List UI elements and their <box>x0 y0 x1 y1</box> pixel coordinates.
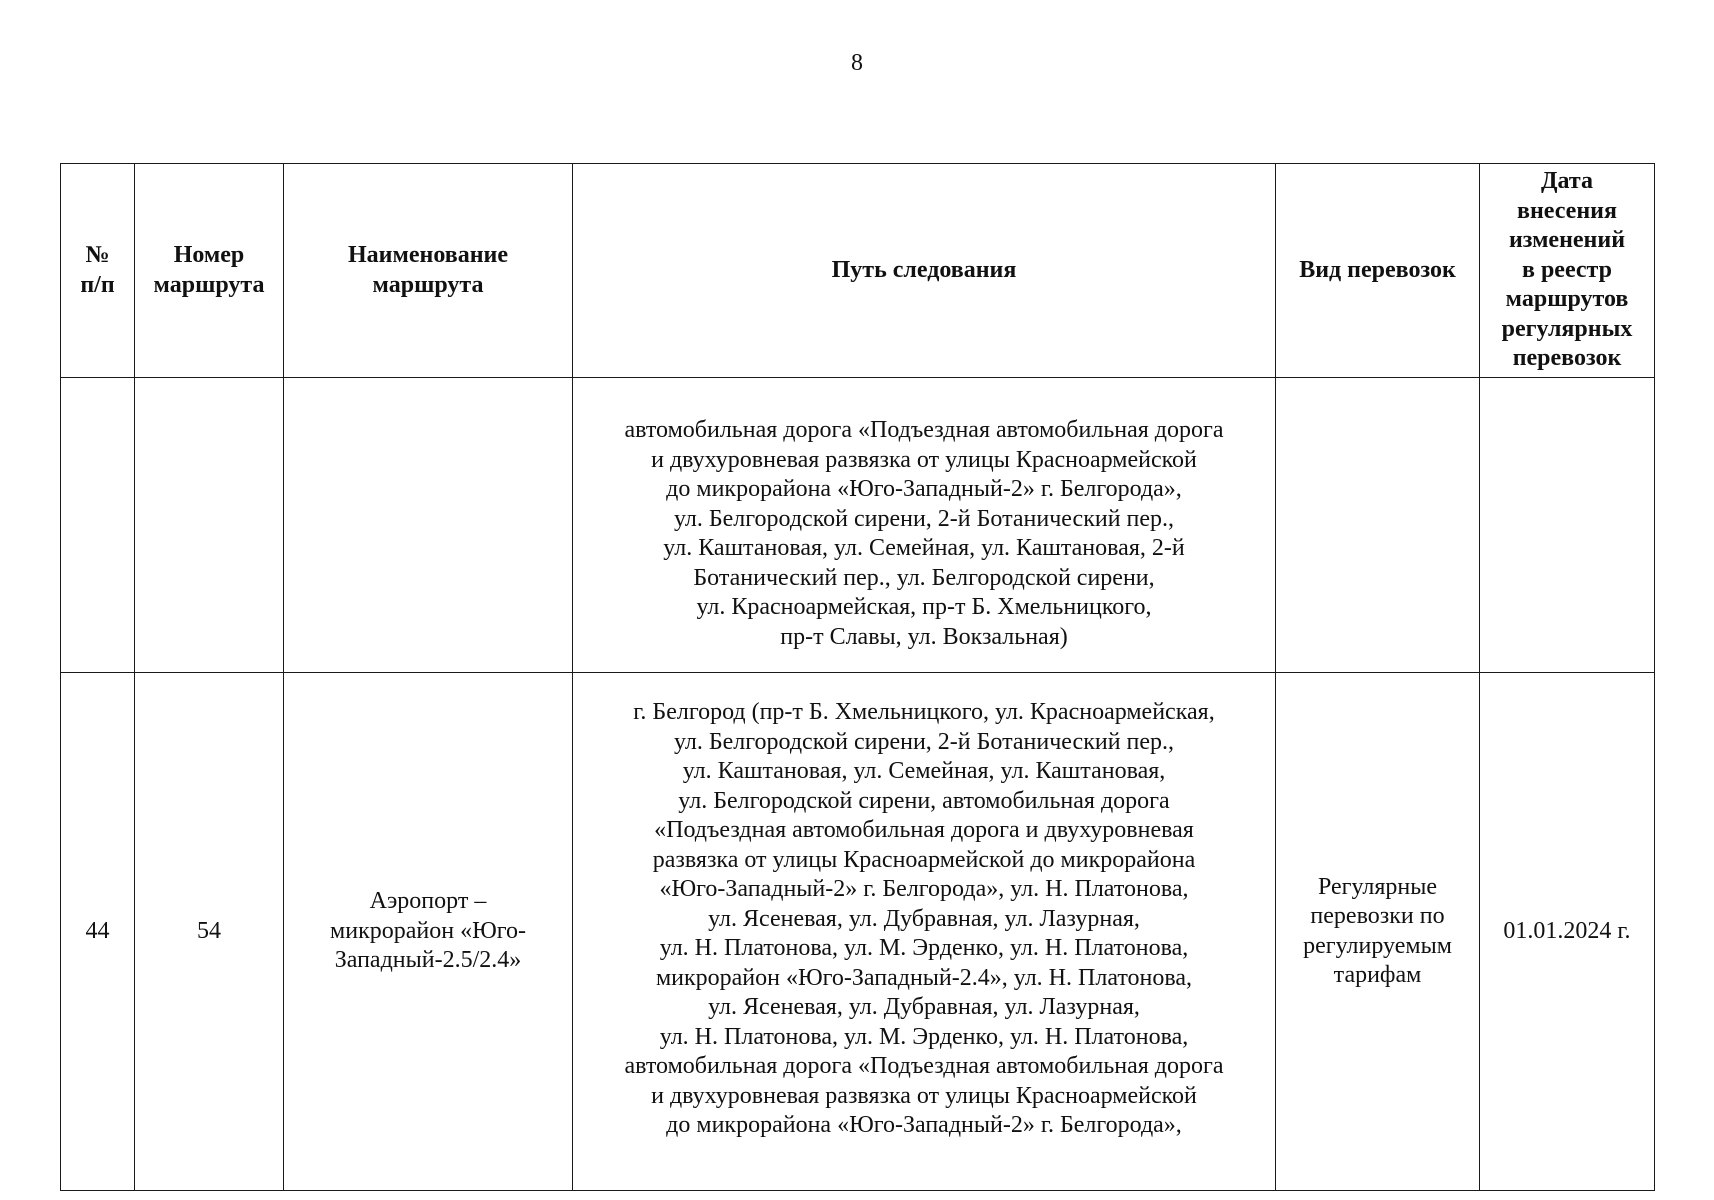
header-route-number-line: Номер <box>173 242 245 268</box>
header-date <box>1480 164 1655 378</box>
cell-route-name <box>284 378 573 673</box>
path-line: ул. Ясеневая, ул. Дубравная, ул. Лазурная, <box>708 994 1140 1020</box>
header-date-line: внесения <box>1517 197 1617 224</box>
header-date-line: маршрутов <box>1505 286 1629 313</box>
header-date-line: в реестр <box>1522 256 1612 283</box>
cell-path <box>573 378 1276 673</box>
cell-date: 01.01.2024 г. <box>1480 673 1655 1191</box>
path-line: ул. Красноармейская, пр-т Б. Хмельницкого, <box>696 594 1152 620</box>
transport-type-line: Регулярные <box>1317 873 1438 900</box>
route-name-line: микрорайон «Юго- <box>330 917 526 944</box>
header-route-name <box>284 164 573 378</box>
path-line: ул. Белгородской сирени, 2-й Ботанический пер., <box>673 505 1175 532</box>
transport-type-line: тарифам <box>1333 962 1422 988</box>
path-line: ул. Н. Платонова, ул. М. Эрденко, ул. Н. Платонова, <box>659 1023 1189 1050</box>
cell-transport-type <box>1276 673 1480 1191</box>
path-line: и двухуровневая развязка от улицы Красноармейской <box>651 1082 1197 1109</box>
path-line: г. Белгород (пр-т Б. Хмельницкого, ул. Красноармейская, <box>633 699 1215 725</box>
header-date-line: изменений <box>1508 227 1626 254</box>
cell-num <box>61 378 135 673</box>
header-path: Путь следования <box>573 164 1276 378</box>
table-row <box>61 378 1655 673</box>
transport-type-line: регулируемым <box>1303 932 1452 959</box>
transport-type-line: перевозки по <box>1310 903 1445 929</box>
path-line: до микрорайона «Юго-Западный-2» г. Белгорода», <box>666 476 1182 502</box>
header-date-line: регулярных <box>1501 315 1633 342</box>
path-line: «Подъездная автомобильная дорога и двухуровневая <box>654 817 1194 843</box>
page-number: 8 <box>851 50 863 76</box>
cell-path <box>573 673 1276 1191</box>
route-registry-table <box>60 163 1655 1191</box>
path-line: автомобильная дорога «Подъездная автомобильная дорога <box>624 1053 1224 1079</box>
path-line: ул. Белгородской сирени, автомобильная дорога <box>678 787 1170 814</box>
path-line: пр-т Славы, ул. Вокзальная) <box>780 623 1068 650</box>
header-route-number-line: маршрута <box>153 271 265 298</box>
route-name-line: Западный-2.5/2.4» <box>334 947 522 974</box>
route-name-line: Аэропорт – <box>369 888 487 915</box>
path-line: автомобильная дорога «Подъездная автомобильная дорога <box>624 417 1224 443</box>
header-num-line: № <box>85 242 110 268</box>
header-transport-type: Вид перевозок <box>1276 164 1480 378</box>
header-date-line: Дата <box>1541 168 1593 195</box>
header-date-line: перевозок <box>1512 345 1622 372</box>
cell-route-number <box>135 378 284 673</box>
table-row <box>61 673 1655 1191</box>
cell-route-name <box>284 673 573 1191</box>
header-route-name-line: Наименование <box>348 242 508 268</box>
header-route-number <box>135 164 284 378</box>
path-line: микрорайон «Юго-Западный-2.4», ул. Н. Платонова, <box>655 964 1193 991</box>
path-line: ул. Каштановая, ул. Семейная, ул. Каштановая, 2-й <box>663 535 1185 561</box>
cell-route-number: 54 <box>135 673 284 1191</box>
path-line: и двухуровневая развязка от улицы Красноармейской <box>651 446 1197 473</box>
header-num <box>61 164 135 378</box>
path-line: ул. Белгородской сирени, 2-й Ботанический пер., <box>673 728 1175 755</box>
cell-date <box>1480 378 1655 673</box>
path-line: ул. Каштановая, ул. Семейная, ул. Каштановая, <box>682 758 1166 784</box>
path-line: развязка от улицы Красноармейской до микрорайона <box>652 846 1196 873</box>
path-line: до микрорайона «Юго-Западный-2» г. Белгорода», <box>666 1112 1182 1138</box>
table-header-row <box>61 164 1655 378</box>
path-line: «Юго-Западный-2» г. Белгорода», ул. Н. Платонова, <box>659 876 1189 902</box>
cell-num: 44 <box>61 673 135 1191</box>
path-line: Ботанический пер., ул. Белгородской сирени, <box>693 564 1155 591</box>
path-line: ул. Ясеневая, ул. Дубравная, ул. Лазурная, <box>708 905 1140 932</box>
header-route-name-line: маршрута <box>372 271 484 298</box>
cell-transport-type <box>1276 378 1480 673</box>
header-num-line: п/п <box>80 271 115 298</box>
path-line: ул. Н. Платонова, ул. М. Эрденко, ул. Н. Платонова, <box>659 935 1189 961</box>
